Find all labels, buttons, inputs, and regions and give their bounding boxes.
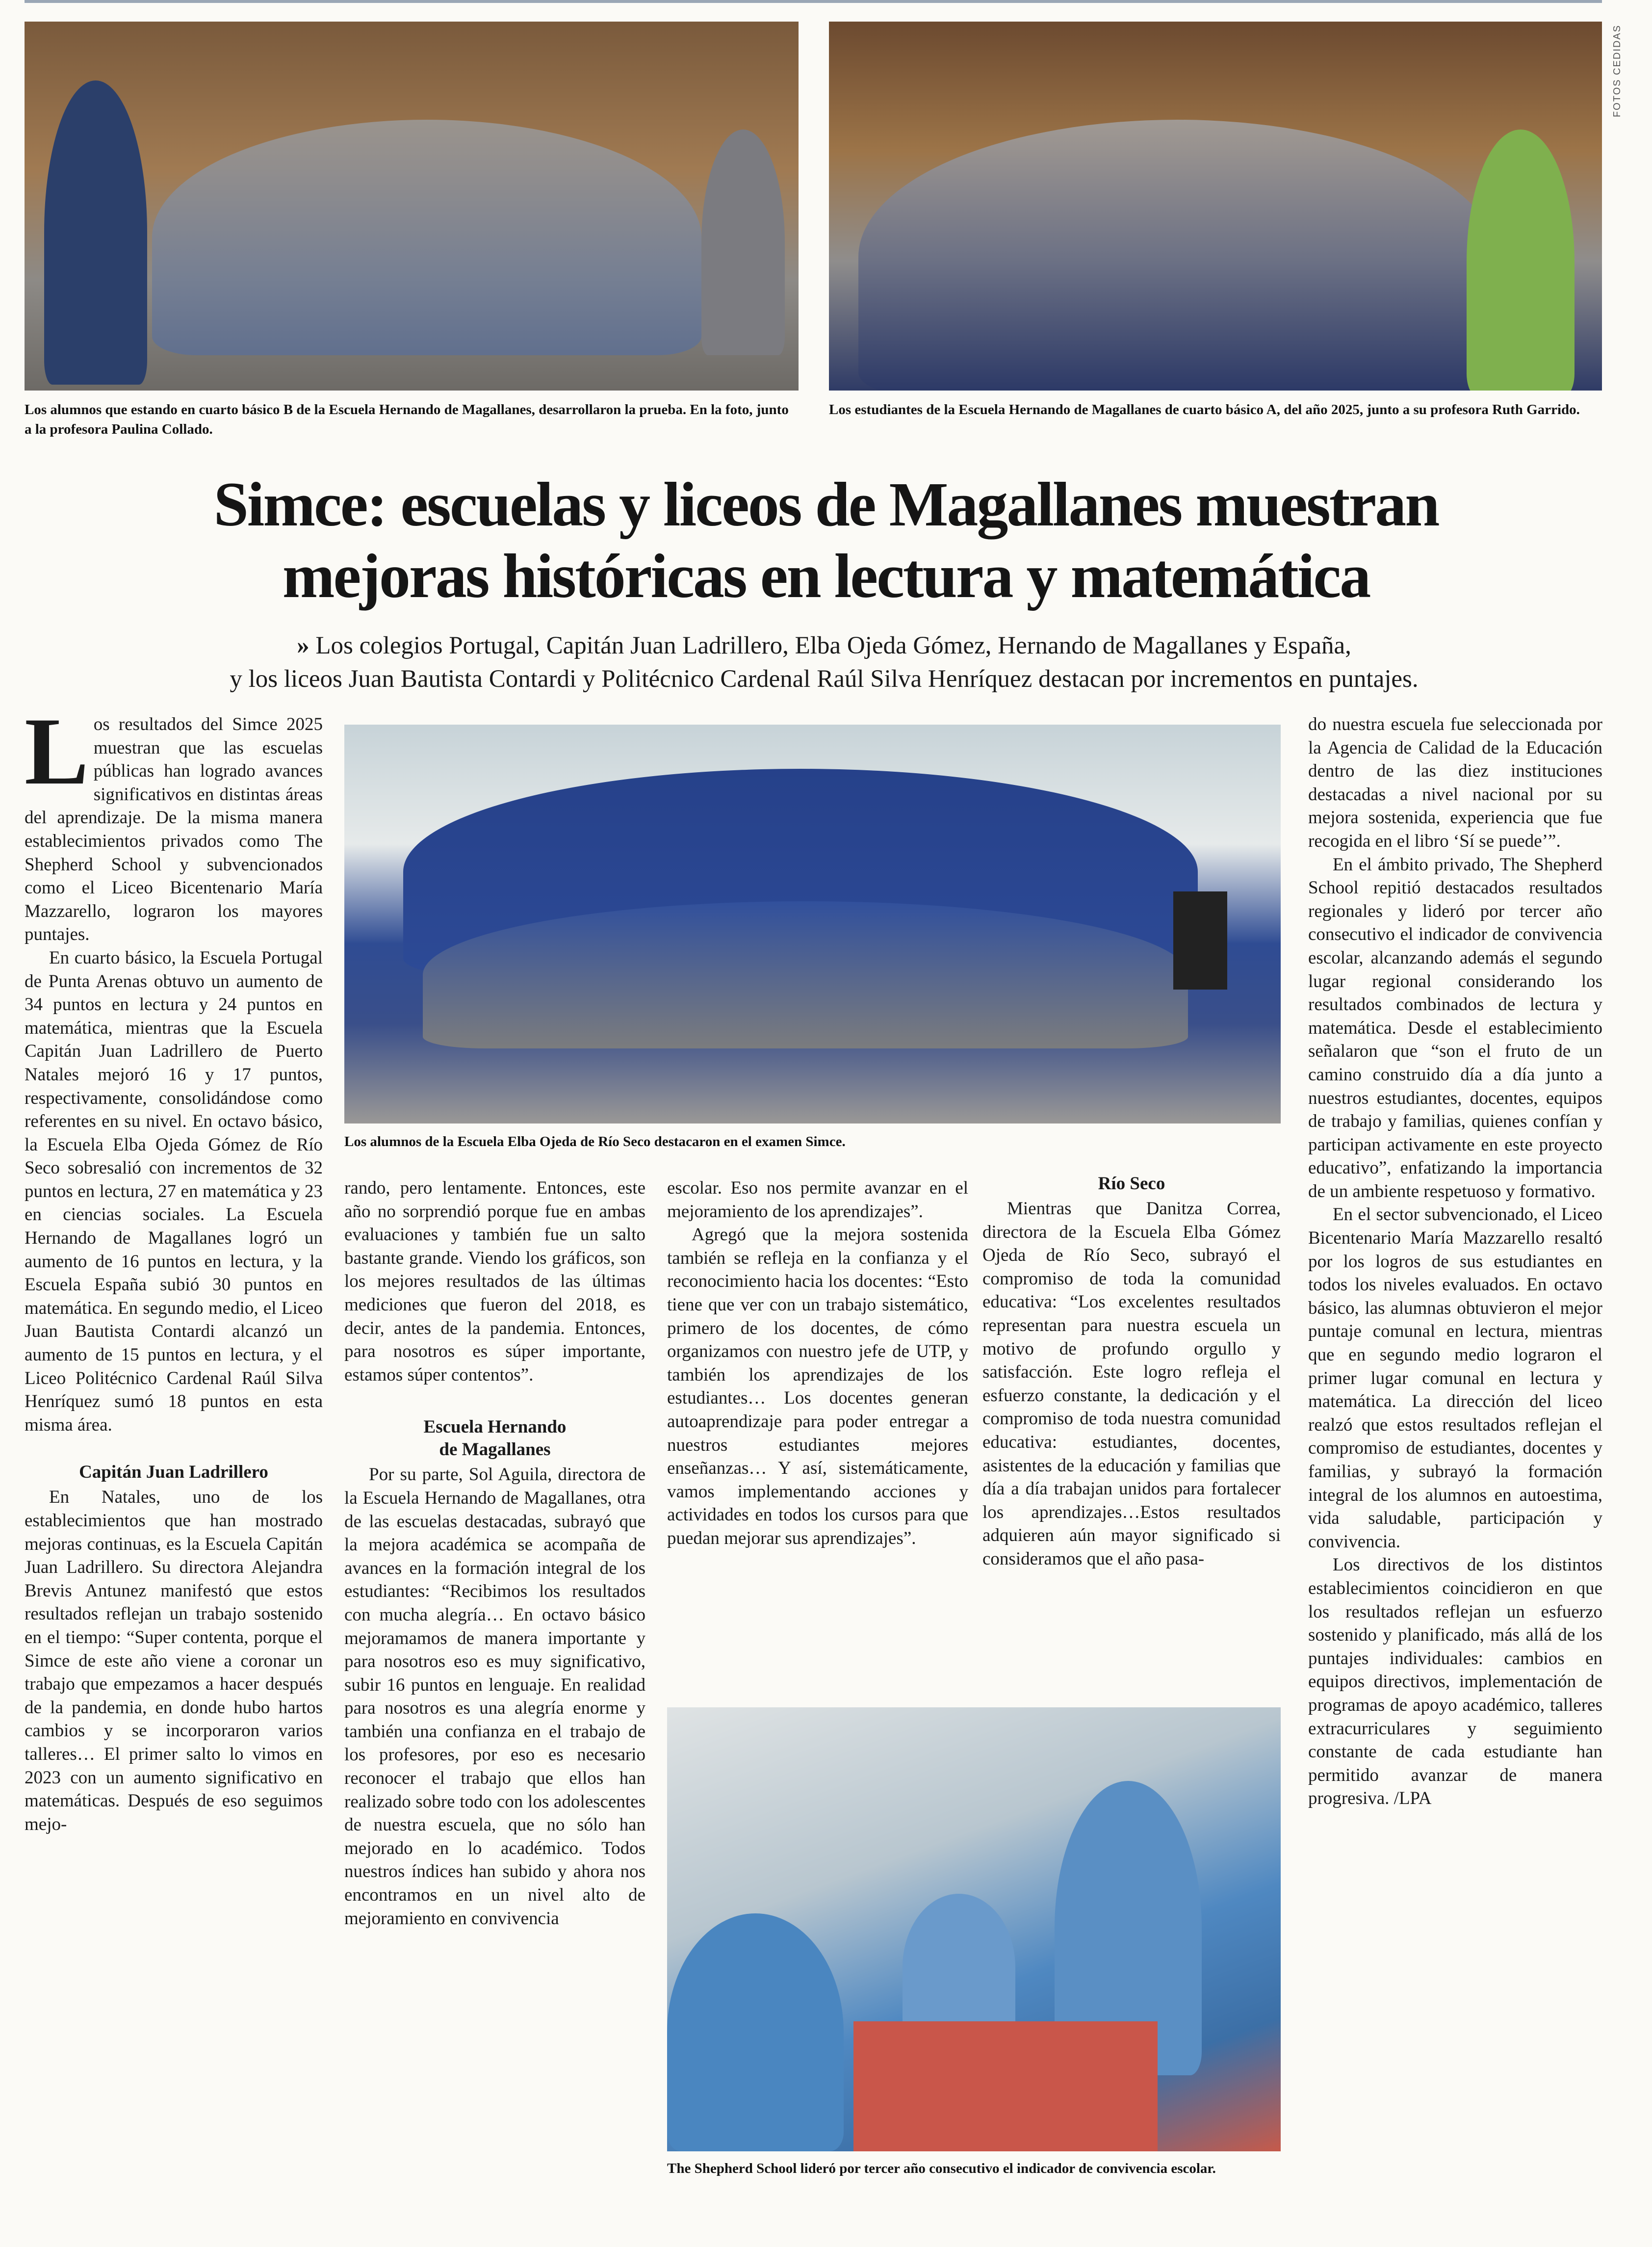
caption-center: Los alumnos de la Escuela Elba Ojeda de Río Seco destacaron en el examen Simce. (344, 1134, 846, 1150)
column-1 (25, 713, 323, 2199)
photo-cuarto-basico-b (25, 22, 799, 391)
paragraph: Los directivos de los distintos establecimientos coincidieron en que los resultados reflejan un esfuerzo sostenido y planificado, más allá de los puntajes individuales: cambios en equipos directivos, implementación de programas de apoyo académico, talleres extracurriculares y seguimiento constante de cada estudiante han permitido avanzar de manera progresiva. /LPA (1308, 1555, 1602, 1809)
paragraph: os resultados del Simce 2025 muestran que las escuelas públicas han logrado avances significativos en distintas áreas del aprendizaje. De la misma manera establecimientos privados como The Shepherd School y subvencionados como el Liceo Bicentenario María Mazzarello, lograron los mayores puntajes. (25, 714, 323, 945)
drop-cap: L (25, 713, 89, 805)
photo-escuela-elba-ojeda (344, 725, 1281, 1124)
column-4 (982, 1173, 1281, 1698)
caption-top-left: Los alumnos que estando en cuarto básico B de la Escuela Hernando de Magallanes, desarrollaron la prueba. En la foto, junto a la profesora Paulina Collado. (25, 402, 789, 437)
top-rule (25, 0, 1602, 3)
headline-line-2: mejoras históricas en lectura y matemática (282, 541, 1370, 611)
paragraph: En el sector subvencionado, el Liceo Bicentenario María Mazzarello resaltó por los logros de sus estudiantes en todos los niveles evaluados. En octavo básico, las alumnas obtuvieron el mejor puntaje comunal en lectura, mientras que en segundo medio lograron el primer lugar comunal en lectura y matemática. La dirección del liceo realzó que estos resultados reflejan el compromiso de estudiantes, docentes y familias, y subrayó la formación integral de los alumnos en autoestima, vida saludable, participación y convivencia. (1308, 1204, 1602, 1552)
chevron-right-icon: » (297, 632, 310, 659)
caption-top-right: Los estudiantes de la Escuela Hernando de Magallanes de cuarto básico A, del año 2025, junto a su profesora Ruth Garrido. (829, 402, 1580, 418)
subtitle (59, 629, 1589, 696)
column-3 (667, 1176, 968, 1697)
photo-credit: FOTOS CEDIDAS (1612, 25, 1623, 117)
column-5 (1308, 713, 1602, 2199)
subtitle-line-2: y los liceos Juan Bautista Contardi y Politécnico Cardenal Raúl Silva Henríquez destacan por incrementos en puntajes. (230, 665, 1419, 693)
subtitle-line-1: Los colegios Portugal, Capitán Juan Ladrillero, Elba Ojeda Gómez, Hernando de Magallanes y España, (315, 632, 1351, 659)
subhead-escuela-hernando-de-magallanes: Escuela Hernando de Magallanes (423, 1417, 567, 1460)
paragraph: Por su parte, Sol Aguila, directora de la Escuela Hernando de Magallanes, otra de las escuelas destacadas, subrayó que la mejora académica se acompaña de avances en la formación integral de los estudiantes: “Recibimos los resultados con mucha alegría… En octavo básico mejoramamos de manera importante y para nosotros eso es muy significativo, subir 16 puntos en lenguaje. En realidad para nosotros es una alegría enorme y también una confianza en el trabajo de los profesores, por eso es necesario reconocer el trabajo que ellos han realizado sobre todo con los adolescentes de nuestra escuela, que no sólo han mejorado en lo académico. Todos nuestros índices han subido y ahora nos encontramos en un nivel alto de mejoramiento en convivencia (344, 1464, 645, 1929)
photo-cuarto-basico-a (829, 22, 1602, 391)
paragraph: Mientras que Danitza Correa, directora de la Escuela Elba Gómez Ojeda de Río Seco, subrayó el compromiso de toda la comunidad educativa: “Los excelentes resultados representan para nuestra escuela un motivo de profundo orgullo y satisfacción. Este logro refleja el esfuerzo constante, la dedicación y el compromiso de toda nuestra comunidad educativa: estudiantes, docentes, asistentes de la educación y familias que día a día trabajan unidos para fortalecer los aprendizajes…Estos resultados adquieren aún mayor significado si consideramos que el año pasa- (982, 1199, 1281, 1569)
paragraph: escolar. Eso nos permite avanzar en el mejoramiento de los aprendizajes”. (667, 1178, 968, 1222)
paragraph: do nuestra escuela fue seleccionada por la Agencia de Calidad de la Educación dentro de las diez instituciones destacadas a nivel nacional por su mejora sostenida, experiencia que fue recogida en el libro ‘Sí se puede’”. (1308, 714, 1602, 851)
paragraph: Agregó que la mejora sostenida también se refleja en la confianza y el reconocimiento hacia los docentes: “Esto tiene que ver con un trabajo sistemático, primero de los docentes, de cómo organizamos con nuestro jefe de UTP, y también los aprendizajes de los estudiantes… Los docentes generan autoaprendizaje para poder entregar a nuestros estudiantes mejores enseñanzas… Y así, sistemáticamente, vamos implementando acciones y actividades en todos los cursos para que puedan mejorar sus aprendizajes”. (667, 1225, 968, 1548)
paragraph: rando, pero lentamente. Entonces, este año no sorprendió porque fue en ambas evaluaciones y también fue un salto bastante grande. Viendo los gráficos, son los mejores resultados de las últimas mediciones que fueron del 2018, es decir, antes de la pandemia. Entonces, para nosotros es súper importante, estamos súper contentos”. (344, 1178, 645, 1385)
headline (0, 469, 1652, 612)
paragraph: En el ámbito privado, The Shepherd School repitió destacados resultados regionales y lideró por tercer año consecutivo el indicador de convivencia escolar, alcanzando además el segundo lugar regional considerando los resultados combinados de lectura y matemática. Desde el establecimiento señalaron que “son el fruto de un camino construido día a día junto a nuestros estudiantes, docentes, equipos de trabajo y familias, quienes confían y participan activamente en este proyecto educativo”, enfatizando la importancia de un ambiente respetuoso y formativo. (1308, 854, 1602, 1202)
paragraph: En Natales, uno de los establecimientos que han mostrado mejoras continuas, es la Escuela Capitán Juan Ladrillero. Su directora Alejandra Brevis Antunez manifestó que estos resultados reflejan un trabajo sostenido en el tiempo: “Super contenta, porque el Simce de este año viene a coronar un trabajo que empezamos a hacer después de la pandemia, en donde hubo hartos cambios y se incorporaron varios talleres… El primer salto lo vimos en 2023 con un aumento significativo en matemáticas. Después de eso seguimos mejo- (25, 1487, 323, 1834)
column-2 (344, 1176, 645, 2202)
subhead-capitan-juan-ladrillero: Capitán Juan Ladrillero (79, 1462, 268, 1483)
photo-shepherd-school (667, 1707, 1281, 2151)
headline-line-1: Simce: escuelas y liceos de Magallanes muestran (213, 470, 1439, 539)
caption-bottom: The Shepherd School lideró por tercer año consecutivo el indicador de convivencia escolar. (667, 2161, 1216, 2176)
subhead-rio-seco: Río Seco (1098, 1174, 1165, 1194)
paragraph: En cuarto básico, la Escuela Portugal de Punta Arenas obtuvo un aumento de 34 puntos en lectura y 24 puntos en matemática, mientras que la Escuela Capitán Juan Ladrillero de Puerto Natales mejoró 16 y 17 puntos, respectivamente, consolidándose como referentes en su nivel. En octavo básico, la Escuela Elba Ojeda Gómez de Río Seco sobresalió con incrementos de 32 puntos en lectura, 27 en matemática y 23 en ciencias sociales. La Escuela Hernando de Magallanes logró un aumento de 16 puntos en lectura, y la Escuela España subió 30 puntos en matemática. En segundo medio, el Liceo Juan Bautista Contardi alcanzó un aumento de 15 puntos en lectura, y el Liceo Politécnico Cardenal Raúl Silva Henríquez sumó 18 puntos en esta misma área. (25, 947, 323, 1435)
